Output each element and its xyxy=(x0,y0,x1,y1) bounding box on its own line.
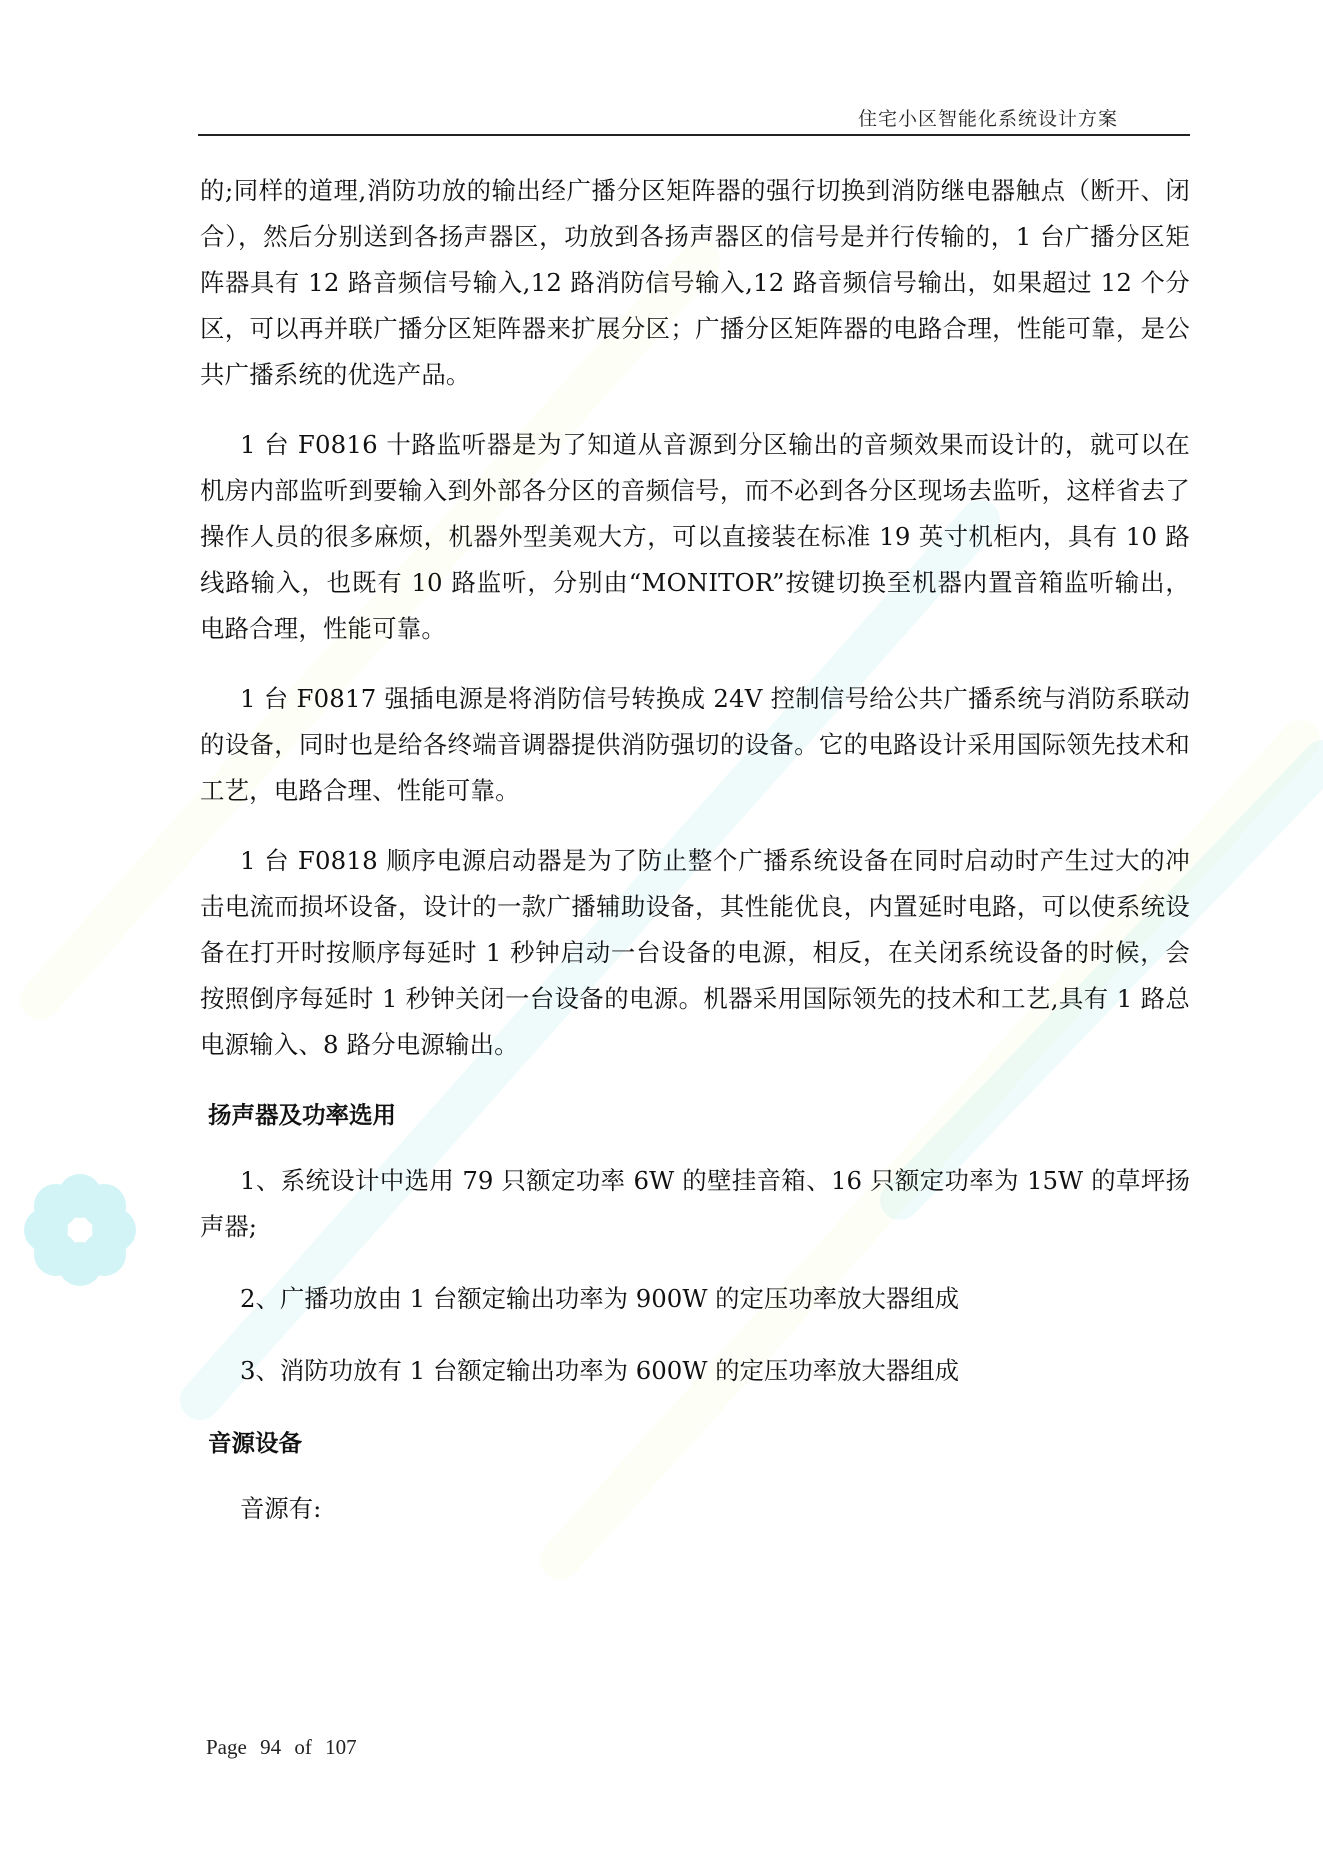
page-label: Page xyxy=(206,1735,247,1759)
list-item: 3、消防功放有 1 台额定输出功率为 600W 的定压功率放大器组成 xyxy=(240,1356,960,1385)
flower-petal xyxy=(34,1232,78,1276)
list-item: 音源有: xyxy=(240,1494,322,1523)
flower-petal xyxy=(82,1184,126,1228)
flower-logo-icon xyxy=(24,1174,136,1286)
flower-petal xyxy=(58,1242,102,1286)
paragraph-power-insert: 1 台 F0817 强插电源是将消防信号转换成 24V 控制信号给公共广播系统与消防系联动的设备，同时也是给各终端音调器提供消防强切的设备。它的电路设计采用国际领先技术和工艺，电路合理、性能可靠。 xyxy=(200,684,1190,805)
header-divider xyxy=(198,134,1190,136)
total-pages: 107 xyxy=(325,1735,357,1759)
flower-petal xyxy=(24,1208,68,1252)
page-of-label: of xyxy=(294,1735,312,1759)
paragraph-matrix: 的;同样的道理,消防功放的输出经广播分区矩阵器的强行切换到消防继电器触点（断开、闭合），然后分别送到各扬声器区，功放到各扬声器区的信号是并行传输的，1 台广播分区矩阵器具有 12 路音频信号输入,12 路消防信号输入,12 路音频信号输出，如果超过 12 个分区，可以再并联广播分区矩阵器来扩展分区；广播分区矩阵器的电路合理，性能可靠，是公共广播系统的优选产品。 xyxy=(200,176,1190,389)
paragraph-sequencer: 1 台 F0818 顺序电源启动器是为了防止整个广播系统设备在同时启动时产生过大的冲击电流而损坏设备，设计的一款广播辅助设备，其性能优良，内置延时电路，可以使系统设备在打开时按顺序每延时 1 秒钟启动一台设备的电源，相反，在关闭系统设备的时候，会按照倒序每延时 1 秒钟关闭一台设备的电源。机器采用国际领先的技术和工艺,具有 1 路总电源输入、8 路分电源输出。 xyxy=(200,846,1190,1059)
flower-petal xyxy=(92,1208,136,1252)
flower-petal xyxy=(82,1232,126,1276)
list-item: 1、系统设计中选用 79 只额定功率 6W 的壁挂音箱、16 只额定功率为 15W 的草坪扬声器; xyxy=(200,1166,1190,1241)
document-body xyxy=(200,168,1190,1558)
page-number: 94 xyxy=(260,1735,282,1759)
flower-petal xyxy=(34,1184,78,1228)
flower-petal xyxy=(58,1174,102,1218)
header-title: 住宅小区智能化系统设计方案 xyxy=(857,108,1118,130)
paragraph-monitor: 1 台 F0816 十路监听器是为了知道从音源到分区输出的音频效果而设计的，就可以在机房内部监听到要输入到外部各分区的音频信号，而不必到各分区现场去监听，这样省去了操作人员的很多麻烦，机器外型美观大方，可以直接装在标准 19 英寸机柜内，具有 10 路线路输入，也既有 10 路监听，分别由“MONITOR”按键切换至机器内置音箱监听输出，电路合理，性能可靠。 xyxy=(200,430,1190,643)
section-heading-speakers: 扬声器及功率选用 xyxy=(208,1101,396,1129)
list-item: 2、广播功放由 1 台额定输出功率为 900W 的定压功率放大器组成 xyxy=(240,1284,960,1313)
section-heading-audio-source: 音源设备 xyxy=(208,1429,302,1457)
page-footer xyxy=(206,1735,365,1760)
